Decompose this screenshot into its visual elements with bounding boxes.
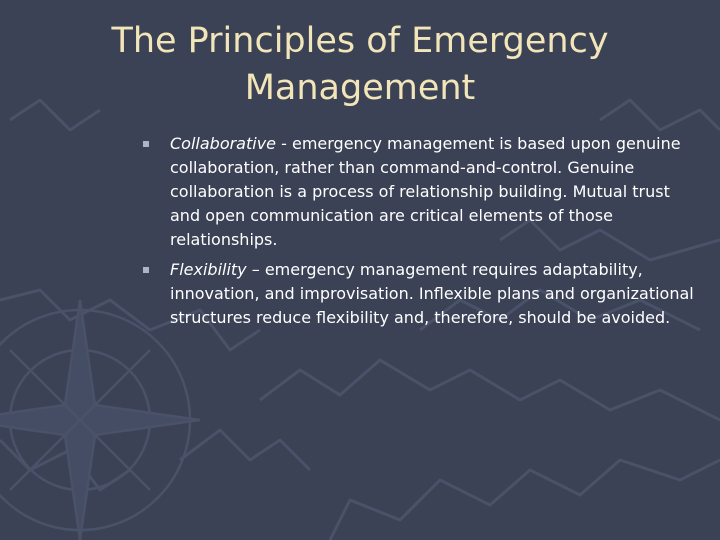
slide-title: [60, 18, 660, 112]
principle-description: emergency management is based upon genuine collaboration, rather than command-and-control. Genuine collaboration is a process of relationship building. Mutual trust and open communication are critical elements of those relationships.: [170, 134, 681, 249]
term-separator: -: [276, 134, 292, 153]
square-bullet-icon: [143, 267, 149, 273]
principle-description: emergency management requires adaptability, innovation, and improvisation. Inflexible plans and organizational structures reduce flexibility and, therefore, should be avoided.: [170, 260, 694, 327]
list-item-collaborative: [140, 132, 700, 252]
title-line-1: The Principles of Emergency: [111, 21, 609, 61]
square-bullet-icon: [143, 141, 149, 147]
compass-rose-icon: [0, 300, 200, 540]
principles-list: [140, 132, 700, 336]
principle-term: Flexibility: [170, 260, 247, 279]
term-separator: –: [246, 260, 265, 279]
principle-term: Collaborative: [170, 134, 277, 153]
list-item-flexibility: [140, 258, 700, 330]
title-line-2: Management: [244, 68, 476, 108]
